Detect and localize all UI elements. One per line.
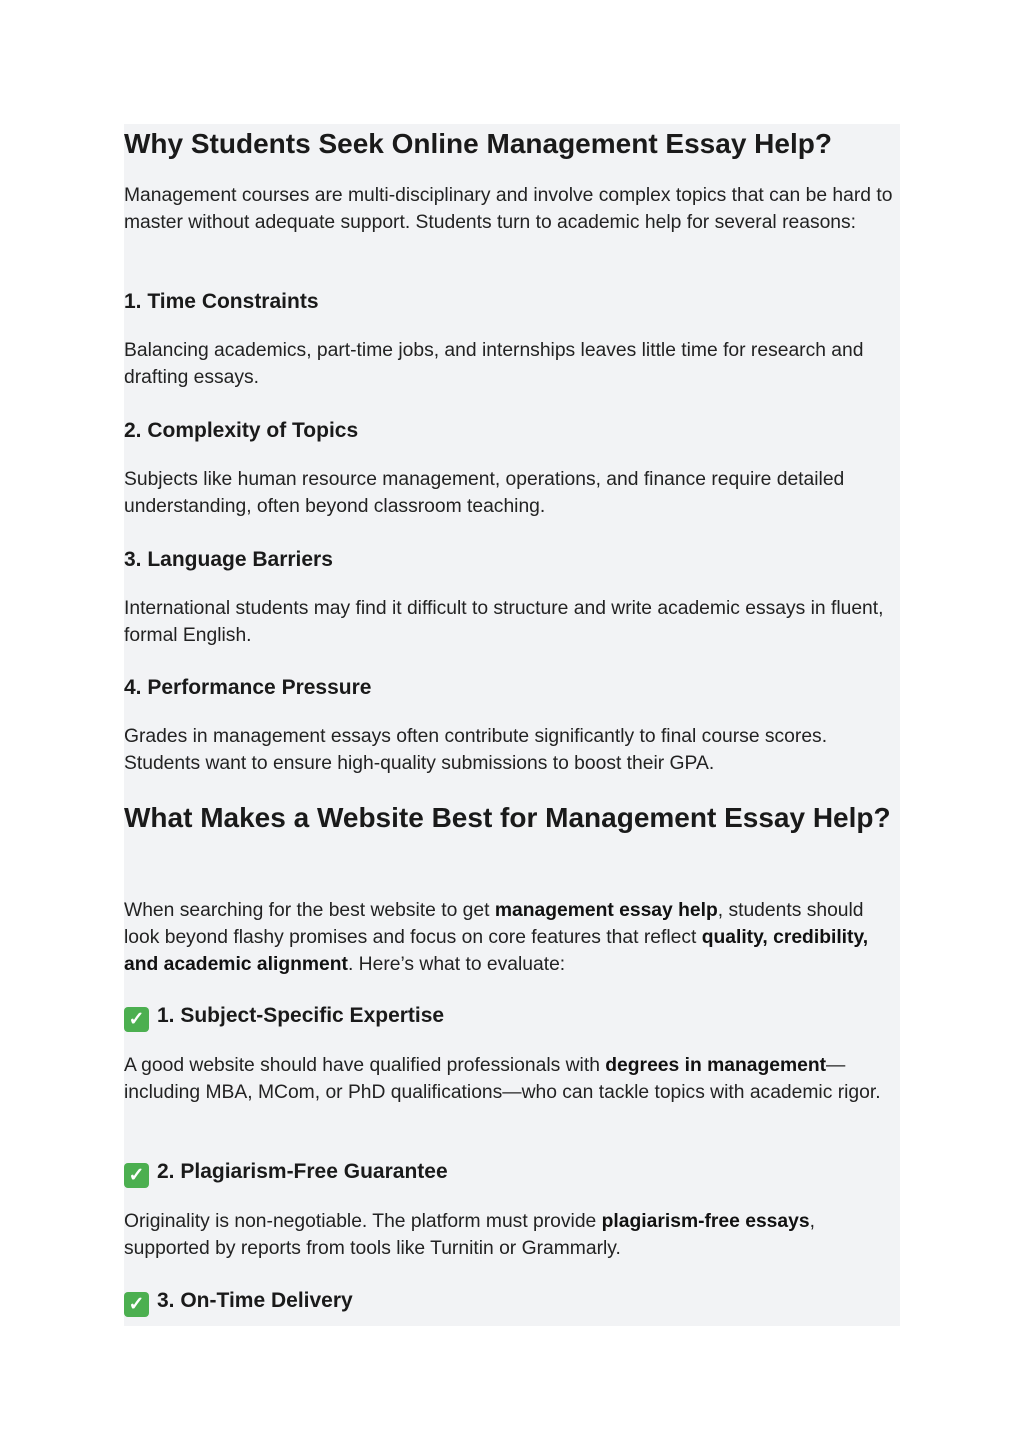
paragraph-performance-pressure: Grades in management essays often contribute significantly to final course scores. Students want to ensure high-quality submissions to boost their GPA.	[124, 726, 828, 774]
subheading-time-constraints: 1. Time Constraints	[124, 290, 319, 313]
intro-text: When searching for the best website to get	[124, 900, 495, 921]
bold-plagiarism-free-essays: plagiarism-free essays	[601, 1211, 810, 1232]
check-mark-button-icon: ✓	[124, 1292, 149, 1317]
paragraph-time-constraints: Balancing academics, part-time jobs, and internships leaves little time for research and drafting essays.	[124, 340, 864, 388]
intro-bold-management-essay-help: management essay help	[494, 900, 718, 921]
paragraph-subject-specific-expertise	[124, 1052, 900, 1106]
subheading-subject-specific-expertise	[124, 1002, 900, 1032]
subheading-language-barriers: 3. Language Barriers	[124, 548, 333, 571]
intro-text: . Here’s what to evaluate:	[347, 954, 566, 975]
paragraph-plagiarism-free	[124, 1208, 900, 1262]
section-intro-paragraph: Management courses are multi-disciplinary and involve complex topics that can be hard to master without adequate support. Students turn to academic help for several reasons:	[124, 185, 893, 233]
paragraph-text: —including MBA, MCom, or PhD qualifications—who can tackle topics with academic rigor.	[124, 1055, 881, 1103]
subheading-label: 1. Subject-Specific Expertise	[157, 1004, 445, 1027]
check-mark-button-icon: ✓	[124, 1007, 149, 1032]
subheading-complexity-of-topics: 2. Complexity of Topics	[124, 419, 359, 442]
section-heading-why-students: Why Students Seek Online Management Essay Help?	[124, 128, 832, 159]
bold-degrees-in-management: degrees in management	[605, 1055, 827, 1076]
check-mark-button-icon: ✓	[124, 1163, 149, 1188]
intro-text: , students should look beyond flashy promises and focus on core features that reflect	[124, 900, 864, 948]
subheading-label: 3. On-Time Delivery	[157, 1289, 353, 1312]
section-intro-paragraph-2	[124, 897, 900, 978]
paragraph-text: , supported by reports from tools like Turnitin or Grammarly.	[124, 1211, 815, 1259]
subheading-on-time-delivery	[124, 1287, 900, 1317]
paragraph-text: Originality is non-negotiable. The platform must provide	[124, 1211, 602, 1232]
paragraph-complexity-of-topics: Subjects like human resource management, operations, and finance require detailed understanding, often beyond classroom teaching.	[124, 469, 845, 517]
intro-bold-quality: quality, credibility, and academic alignment	[124, 927, 869, 975]
subheading-performance-pressure: 4. Performance Pressure	[124, 676, 372, 699]
subheading-plagiarism-free	[124, 1158, 900, 1188]
section-heading-what-makes-best: What Makes a Website Best for Management Essay Help?	[124, 802, 891, 833]
subheading-label: 2. Plagiarism-Free Guarantee	[157, 1160, 448, 1183]
document-body	[124, 124, 900, 1326]
paragraph-language-barriers: International students may find it difficult to structure and write academic essays in fluent, formal English.	[124, 598, 884, 646]
paragraph-text: A good website should have qualified professionals with	[124, 1055, 606, 1076]
